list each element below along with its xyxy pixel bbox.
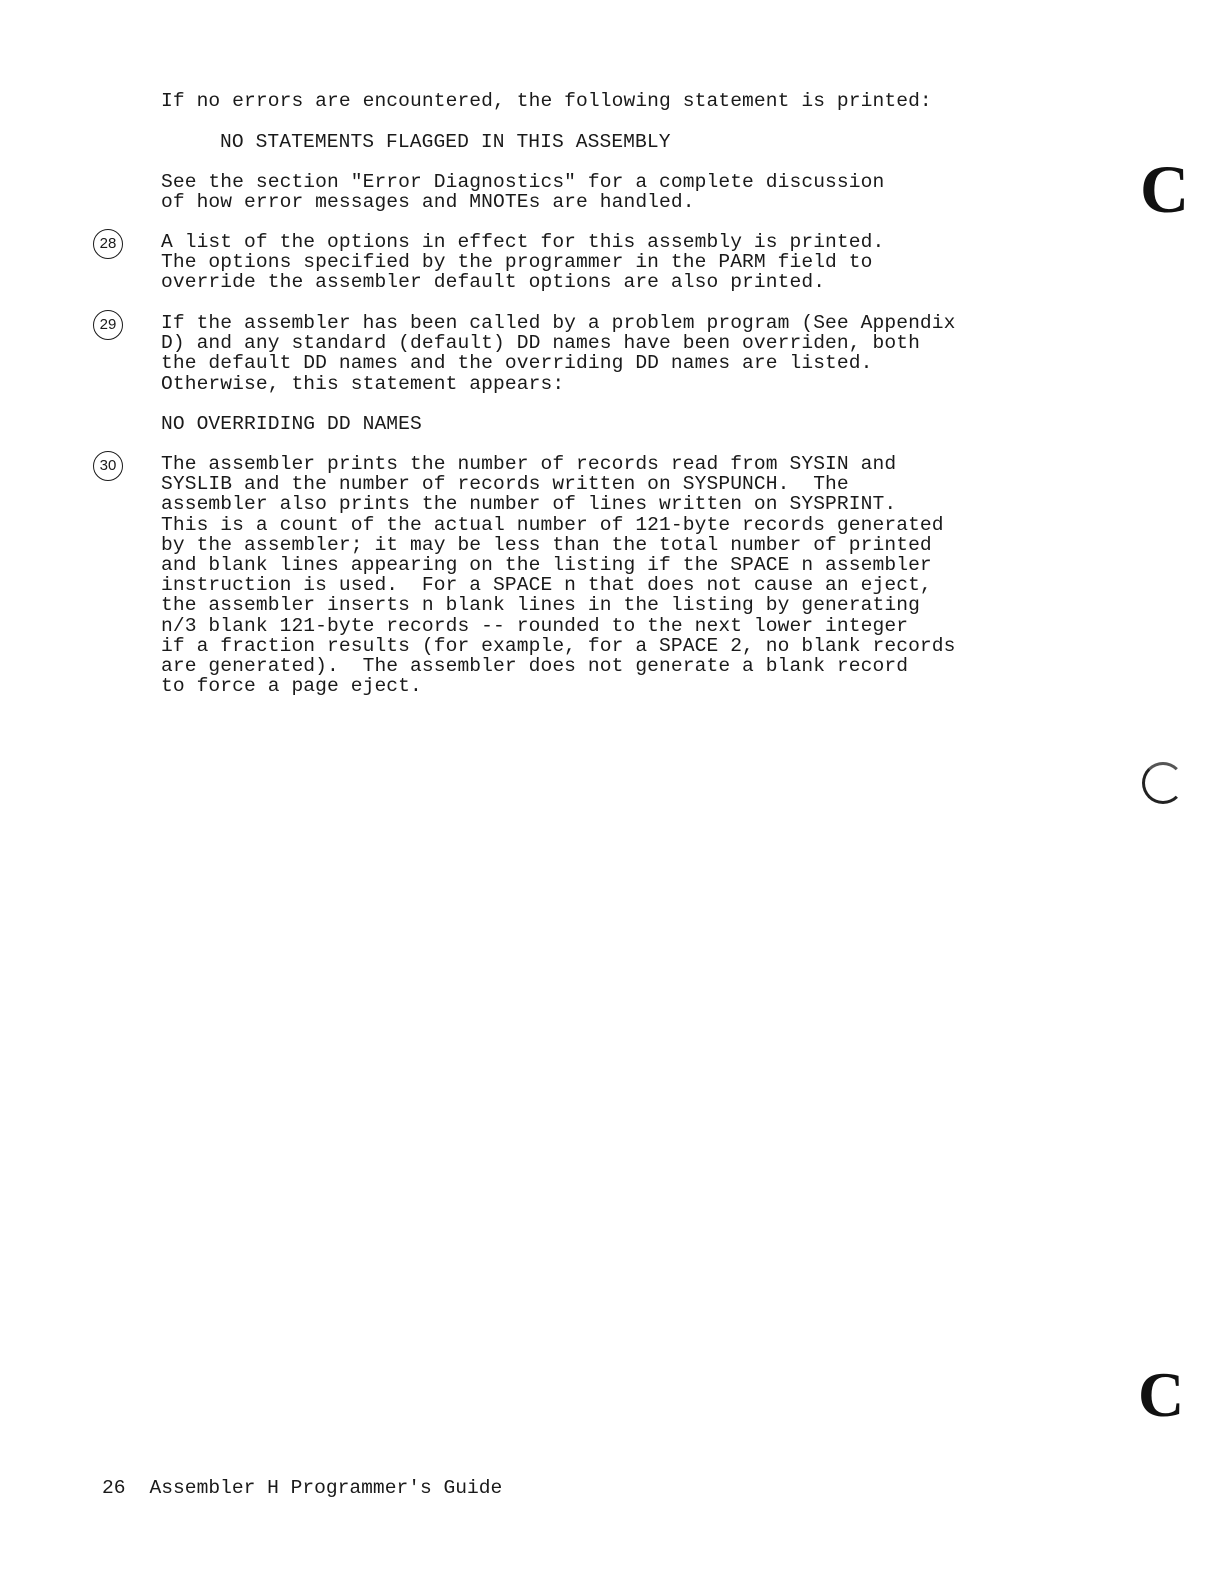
no-overriding-dd-names-message: NO OVERRIDING DD NAMES xyxy=(161,413,422,435)
options-paragraph: A list of the options in effect for this assembly is printed. The options specified by the programmer in the PARM field to override the assembler default options are also printed. xyxy=(161,231,885,294)
page-number: 26 xyxy=(102,1477,126,1499)
dd-names-paragraph: If the assembler has been called by a problem program (See Appendix D) and any standard (default) DD names have been overriden, both the default DD names and the overriding DD names are listed. Otherwise, this statement appears: xyxy=(161,312,956,395)
callout-29: 29 xyxy=(93,310,123,340)
callout-30: 30 xyxy=(93,451,123,481)
intro-paragraph: If no errors are encountered, the following statement is printed: xyxy=(161,90,932,112)
no-statements-flagged-message: NO STATEMENTS FLAGGED IN THIS ASSEMBLY xyxy=(220,131,671,153)
callout-28: 28 xyxy=(93,229,123,259)
record-count-paragraph: The assembler prints the number of records read from SYSIN and SYSLIB and the number of records written on SYSPUNCH. The assembler also prints the number of lines written on SYSPRINT. This is a count of the actual number of 121-byte records generated by the assembler; it may be less than the total number of printed and blank lines appearing on the listing if the SPACE n assembler instruction is used. For a SPACE n that does not cause an eject, the assembler inserts n blank lines in the listing by generating n/3 blank 121-byte records -- rounded to the next lower integer if a fraction results (for example, for a SPACE 2, no blank records are generated). The assembler does not generate a blank record to force a page eject. xyxy=(161,453,956,698)
binder-hole-bottom-icon: C xyxy=(1138,1359,1185,1430)
page-footer xyxy=(102,1477,502,1499)
binder-hole-top-icon: C xyxy=(1140,151,1190,227)
footer-title: Assembler H Programmer's Guide xyxy=(149,1477,503,1499)
binder-hole-middle-icon xyxy=(1142,762,1184,804)
error-diagnostics-paragraph: See the section "Error Diagnostics" for a complete discussion of how error messages and MNOTEs are handled. xyxy=(161,171,885,214)
